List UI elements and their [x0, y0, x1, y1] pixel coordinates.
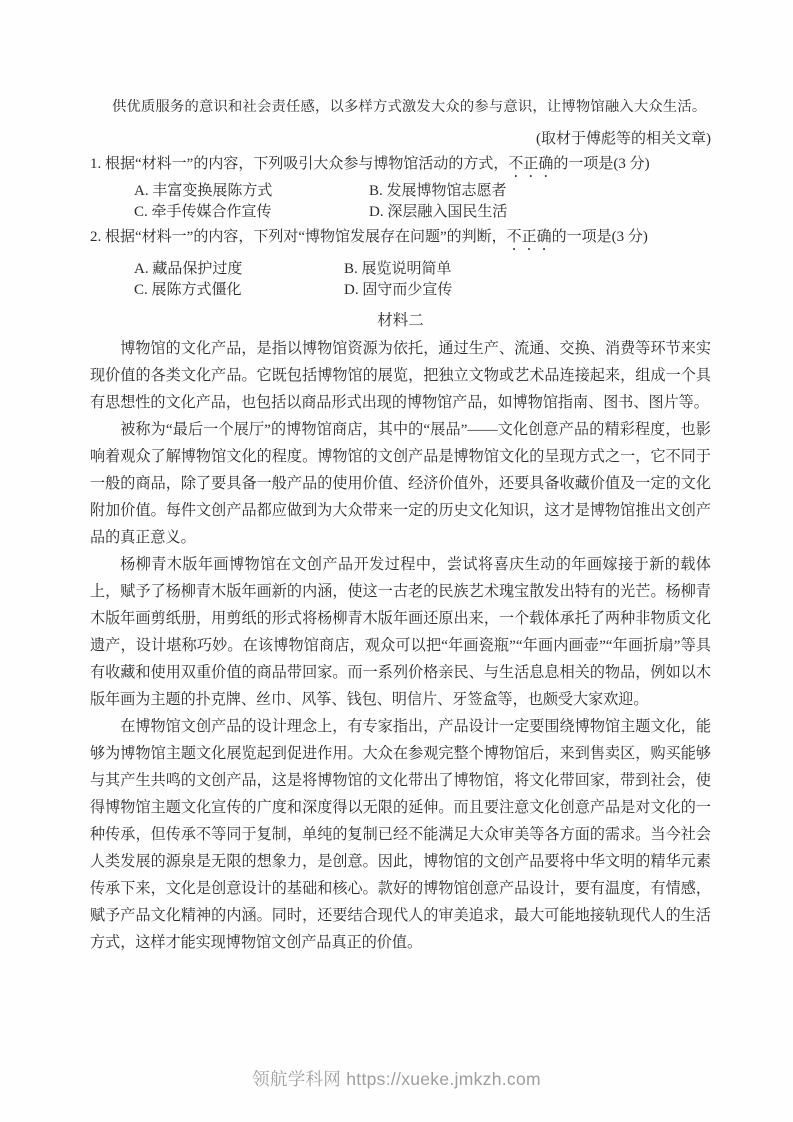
material-two-paragraph-1: 博物馆的文化产品，是指以博物馆资源为依托，通过生产、流通、交换、消费等环节来实现价值的各类文化产品。它既包括博物馆的展览，把独立文物或艺术品连接起来，组成一个具有思想性的文化产品，也包括以商品形式出现的博物馆产品，如博物馆指南、图书、图片等。 — [90, 341, 711, 411]
question-1-stem-pre: 1. 根据“材料一”的内容，下列吸引大众参与博物馆活动的方式， — [90, 156, 509, 172]
question-2-stem-pre: 2. 根据“材料一”的内容，下列对“博物馆发展存在问题”的判断， — [90, 229, 507, 245]
question-1-option-c: C. 牵手传媒合作宣传 — [134, 203, 272, 220]
question-2-option-d: D. 固守而少宣传 — [344, 281, 453, 298]
question-2-option-a: A. 藏品保护过度 — [134, 261, 243, 277]
question-2-emphasis: 不正确 — [506, 229, 552, 245]
material-two-paragraph-4: 在博物馆文创产品的设计理念上，有专家指出，产品设计一定要围绕博物馆主题文化，能够为博物馆主题文化展览起到促进作用。大众在参观完整个博物馆后，来到售卖区，购买能够与其产生共鸣的文创产品，这是将博物馆的文化带出了博物馆，将文化带回家，带到社会，使得博物馆主题文化宣传的广度和深度得以无限的延伸。而且要注意文化创意产品是对文化的一种传承，但传承不等同于复制，单纯的复制已经不能满足大众审美等各方面的需求。当今社会人类发展的源泉是无限的想象力，是创意。因此，博物馆的文创产品要将中华文明的精华元素传承下来，文化是创意设计的基础和核心。款好的博物馆创意产品设计，要有温度，有情感，赋予产品文化精神的内涵。同时，还要结合现代人的审美追求，最大可能地接轨现代人的生活方式，这样才能实现博物馆文创产品真正的价值。 — [90, 719, 711, 951]
question-1-stem-post: 的一项是(3 分) — [553, 156, 650, 172]
question-1-option-b: B. 发展博物馆志愿者 — [369, 183, 507, 199]
question-2-option-b: B. 展览说明简单 — [344, 261, 452, 277]
material-two-paragraph-2: 被称为“最后一个展厅”的博物馆商店，其中的“展品”——文化创意产品的精彩程度，也影响着观众了解博物馆文化的程度。博物馆的文创产品是博物馆文化的呈现方式之一，它不同于一般的商品，除了要具备一般产品的使用价值、经济价值外，还要具备收藏价值及一定的文化附加价值。每件文创产品都应做到为大众带来一定的历史文化知识，这才是博物馆推出文创产品的真正意义。 — [90, 422, 711, 546]
material-two-paragraph-3: 杨柳青木版年画博物馆在文创产品开发过程中，尝试将喜庆生动的年画嫁接于新的载体上，赋予了杨柳青木版年画新的内涵，使这一古老的民族艺术瑰宝散发出特有的光芒。杨柳青木版年画剪纸册，用剪纸的形式将杨柳青木版年画还原出来，一个载体承托了两种非物质文化遗产，设计堪称巧妙。在该博物馆商店，观众可以把“年画瓷瓶”“年画内画壶”“年画折扇”等具有收藏和使用双重价值的商品带回家。而一系列价格亲民、与生活息息相关的物品，例如以木版年画为主题的扑克牌、丝巾、风筝、钱包、明信片、牙签盒等，也颇受大家欢迎。 — [90, 557, 711, 708]
question-2-option-c: C. 展陈方式僵化 — [134, 281, 242, 298]
question-1-option-a: A. 丰富变换展陈方式 — [134, 183, 273, 199]
question-2-stem — [90, 227, 711, 254]
question-1-stem — [90, 154, 711, 181]
question-2-options — [90, 259, 711, 300]
material-two-heading: 材料二 — [377, 312, 424, 329]
document-content — [90, 97, 711, 957]
question-2-stem-post: 的一项是(3 分) — [551, 229, 648, 245]
site-watermark: 领航学科网 https://xueke.jmkzh.com — [252, 1069, 541, 1089]
question-1-options — [90, 181, 711, 222]
question-1-option-d: D. 深层融入国民生活 — [369, 203, 508, 220]
source-attribution: (取材于傅彪等的相关文章) — [536, 131, 711, 147]
intro-continuation-text: 供优质服务的意识和社会责任感，以多样方式激发大众的参与意识，让博物馆融入大众生活。 — [112, 99, 707, 115]
question-1-emphasis: 不正确 — [508, 156, 554, 172]
